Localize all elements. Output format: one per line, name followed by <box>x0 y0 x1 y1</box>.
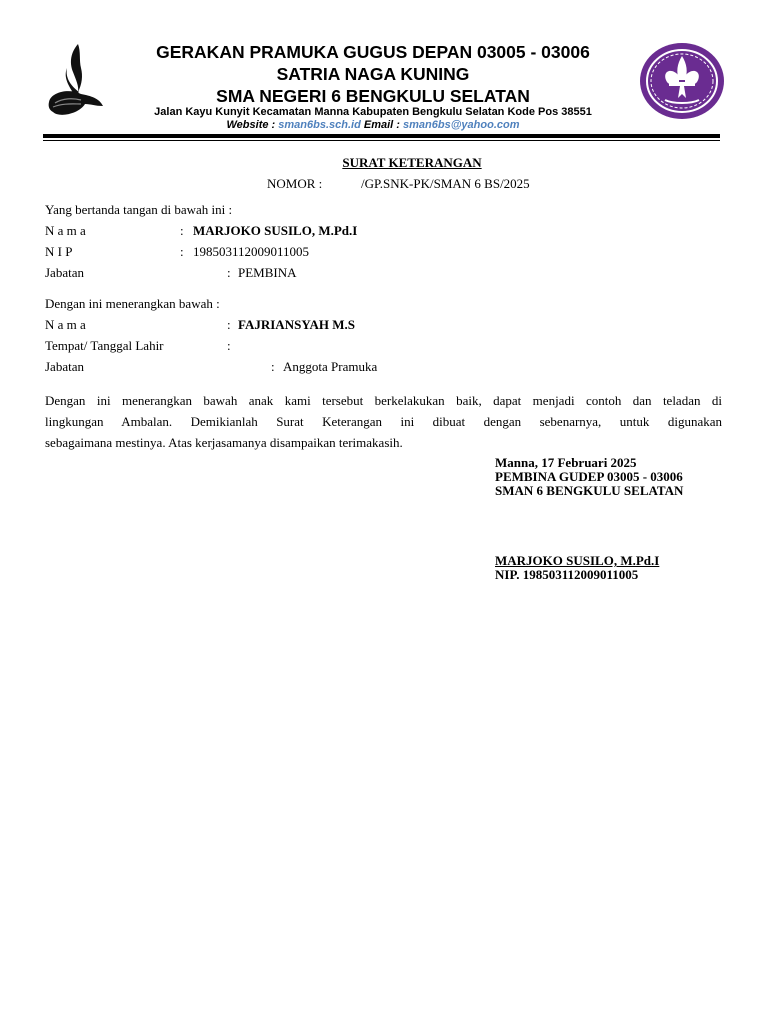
number-label: NOMOR : <box>267 176 323 191</box>
address: Jalan Kayu Kunyit Kecamatan Manna Kabupaten Bengkulu Selatan Kode Pos 38551 <box>154 106 592 118</box>
subject-position-value: Anggota Pramuka <box>283 359 378 374</box>
signature-name: MARJOKO SUSILO, M.Pd.I <box>495 553 660 568</box>
subject-name-label: N a m a <box>45 317 86 332</box>
number-value: /GP.SNK-PK/SMAN 6 BS/2025 <box>361 176 530 191</box>
subject-position-label: Jabatan <box>45 359 84 374</box>
signer-name-label: N a m a <box>45 223 86 238</box>
signer-nip-label: N I P <box>45 244 73 259</box>
body-line-3: sebagaimana mestinya. Atas kerjasamanya disampaikan terimakasih. <box>45 435 403 450</box>
subject-birth-label: Tempat/ Tanggal Lahir <box>45 338 164 353</box>
email-link[interactable]: sman6bs@yahoo.com <box>403 119 520 131</box>
signer-name-colon: : <box>180 223 184 238</box>
subject-name-colon: : <box>227 317 231 332</box>
body-line-1: Dengan ini menerangkan bawah anak kami tersebut berkelakukan baik, dapat menjadi contoh dan teladan di <box>45 393 722 408</box>
intro-subject: Dengan ini menerangkan bawah : <box>45 296 220 311</box>
signer-name-value: MARJOKO SUSILO, M.Pd.I <box>193 223 358 238</box>
header-rule-thick <box>43 134 720 138</box>
signature-place-date: Manna, 17 Februari 2025 <box>495 455 637 470</box>
signature-role: PEMBINA GUDEP 03005 - 03006 <box>495 469 683 484</box>
body-paragraph <box>45 390 722 453</box>
signature-nip: NIP. 198503112009011005 <box>495 567 639 582</box>
website-label: Website : <box>226 119 276 131</box>
org-name-line2: SATRIA NAGA KUNING <box>276 64 470 84</box>
signer-position-label: Jabatan <box>45 265 84 280</box>
contact-line <box>0 119 746 131</box>
body-line-2: lingkungan Ambalan. Demikianlah Surat Keterangan ini dibuat dengan sebenarnya, untuk digunakan <box>45 414 722 429</box>
letter-title: SURAT KETERANGAN <box>342 155 482 170</box>
signer-position-value: PEMBINA <box>238 265 297 280</box>
subject-position-colon: : <box>271 359 275 374</box>
signer-nip-colon: : <box>180 244 184 259</box>
intro-signer: Yang bertanda tangan di bawah ini : <box>45 202 233 217</box>
signature-school: SMAN 6 BENGKULU SELATAN <box>495 483 684 498</box>
signer-position-colon: : <box>227 265 231 280</box>
subject-birth-colon: : <box>227 338 231 353</box>
school-name: SMA NEGERI 6 BENGKULU SELATAN <box>216 86 530 106</box>
org-name-line1: GERAKAN PRAMUKA GUGUS DEPAN 03005 - 03006 <box>156 42 590 62</box>
email-label: Email : <box>363 119 400 131</box>
header-rule-thin <box>43 140 720 141</box>
website-link[interactable]: sman6bs.sch.id <box>278 119 361 131</box>
signer-nip-value: 198503112009011005 <box>193 244 310 259</box>
subject-name-value: FAJRIANSYAH M.S <box>238 317 356 332</box>
